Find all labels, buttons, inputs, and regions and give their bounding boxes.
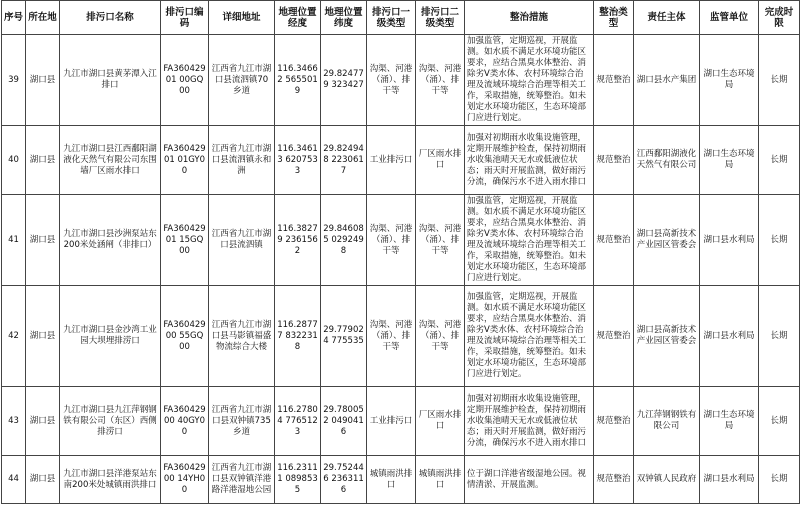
cell-measures: 加强监管，定期巡视，开展监测。如水质不满足水环境功能区要求，应结合黑臭水体整治、消除劣V类水体、农村环境综合治理及流域环境综合治理等相关工作，采取措施，统筹整治。如未划定水环境功能区，生态环境部门应进行划定。	[465, 195, 594, 286]
cell-seq: 43	[2, 387, 26, 456]
cell-supervisor: 湖口县水利局	[700, 456, 759, 504]
header-cell: 所在地	[26, 1, 60, 35]
cell-address: 江西省九江市湖口县双钟镇735乡道	[209, 387, 275, 456]
cell-responsible: 湖口县高新技术产业园区管委会	[634, 286, 700, 387]
cell-responsible: 江西鄱阳湖液化天然气有限公司	[634, 126, 700, 195]
cell-longitude: 116.28777 8322318	[275, 286, 321, 387]
header-cell: 监管单位	[700, 1, 759, 35]
cell-rectify-type: 规范整治	[594, 456, 634, 504]
cell-latitude: 29.824948 2230617	[321, 126, 367, 195]
cell-longitude: 116.27804 7765123	[275, 387, 321, 456]
cell-deadline: 长期	[759, 387, 800, 456]
cell-type-2: 厂区雨水排口	[416, 126, 465, 195]
cell-outfall-code: FA36042901 00GQ00	[161, 35, 209, 126]
table-row	[2, 456, 800, 504]
table-header-row	[2, 1, 800, 35]
header-cell: 整治措施	[465, 1, 594, 35]
cell-measures: 位于湖口洋港省级湿地公园。视情清淤、开展监测。	[465, 456, 594, 504]
cell-seq: 40	[2, 126, 26, 195]
cell-supervisor: 湖口县水利局	[700, 286, 759, 387]
cell-measures: 加强监管，定期巡视，开展监测。如水质不满足水环境功能区要求，应结合黑臭水体整治、消除劣V类水体、农村环境综合治理及流域环境综合治理等相关工作，采取措施，统筹整治。如未划定水环境功能区，生态环境部门应进行划定。	[465, 286, 594, 387]
cell-latitude: 29.752446 2363116	[321, 456, 367, 504]
cell-rectify-type: 规范整治	[594, 286, 634, 387]
header-cell: 排污口一级类型	[367, 1, 416, 35]
cell-supervisor: 湖口生态环境局	[700, 126, 759, 195]
cell-rectify-type: 规范整治	[594, 387, 634, 456]
header-cell: 整治类型	[594, 1, 634, 35]
header-cell: 详细地址	[209, 1, 275, 35]
cell-outfall-code: FA36042901 01GY00	[161, 126, 209, 195]
header-cell: 完成时限	[759, 1, 800, 35]
cell-outfall-code: FA36042901 15GQ00	[161, 195, 209, 286]
cell-latitude: 29.779024 775535	[321, 286, 367, 387]
cell-outfall-name: 九江市湖口县江西鄱阳湖液化天然气有限公司东围墙厂区雨水排口	[60, 126, 161, 195]
table-row	[2, 195, 800, 286]
cell-outfall-code: FA36042900 40GY00	[161, 387, 209, 456]
cell-seq: 39	[2, 35, 26, 126]
cell-deadline: 长期	[759, 126, 800, 195]
cell-type-2: 沟渠、河港（涌）、排干等	[416, 286, 465, 387]
table-row	[2, 387, 800, 456]
cell-outfall-name: 九江市湖口县沙洲泵站东200米处涵闸（非排口）	[60, 195, 161, 286]
cell-supervisor: 湖口生态环境局	[700, 35, 759, 126]
cell-longitude: 116.38279 2361562	[275, 195, 321, 286]
cell-responsible: 双钟镇人民政府	[634, 456, 700, 504]
cell-responsible: 九江萍钢钢铁有限公司	[634, 387, 700, 456]
cell-outfall-name: 九江市湖口县九江萍钢钢铁有限公司（东区）西侧排涝口	[60, 387, 161, 456]
header-cell: 地理位置纬度	[321, 1, 367, 35]
cell-seq: 42	[2, 286, 26, 387]
cell-seq: 41	[2, 195, 26, 286]
header-cell: 排污口编码	[161, 1, 209, 35]
cell-measures: 加强对初期雨水收集设施管理，定期开展维护检查，保持初期雨水收集池晴天无水或低液位状态；雨天时开展监测，做好雨污分流，确保污水不进入雨水排口	[465, 126, 594, 195]
cell-type-1: 沟渠、河港（涌）、排干等	[367, 195, 416, 286]
cell-location: 湖口县	[26, 456, 60, 504]
cell-outfall-name: 九江市湖口县金沙湾工业园大坝埋排涝口	[60, 286, 161, 387]
cell-type-1: 工业排污口	[367, 126, 416, 195]
outfall-table	[1, 0, 800, 504]
cell-deadline: 长期	[759, 456, 800, 504]
cell-address: 江西省九江市湖口县双钟镇洋港路洋港湿地公园	[209, 456, 275, 504]
cell-outfall-name: 九江市湖口县黄茅潭入江排口	[60, 35, 161, 126]
header-cell: 排污口名称	[60, 1, 161, 35]
cell-address: 江西省九江市湖口县流泗镇永和洲	[209, 126, 275, 195]
cell-address: 江西省九江市湖口县流泗镇70乡道	[209, 35, 275, 126]
cell-location: 湖口县	[26, 126, 60, 195]
header-cell: 地理位置经度	[275, 1, 321, 35]
header-cell: 排污口二级类型	[416, 1, 465, 35]
cell-responsible: 湖口县高新技术产业园区管委会	[634, 195, 700, 286]
cell-rectify-type: 规范整治	[594, 126, 634, 195]
cell-type-1: 沟渠、河港（涌）、排干等	[367, 286, 416, 387]
cell-rectify-type: 规范整治	[594, 195, 634, 286]
cell-supervisor: 湖口生态环境局	[700, 387, 759, 456]
cell-location: 湖口县	[26, 195, 60, 286]
table-row	[2, 286, 800, 387]
cell-location: 湖口县	[26, 35, 60, 126]
cell-longitude: 116.23111 0898535	[275, 456, 321, 504]
cell-outfall-code: FA36042900 14YH00	[161, 456, 209, 504]
cell-seq: 44	[2, 456, 26, 504]
cell-supervisor: 湖口县水利局	[700, 195, 759, 286]
cell-deadline: 长期	[759, 195, 800, 286]
cell-deadline: 长期	[759, 35, 800, 126]
cell-latitude: 29.780052 0490416	[321, 387, 367, 456]
cell-outfall-code: FA36042900 55GQ00	[161, 286, 209, 387]
cell-address: 江西省九江市湖口县马影镇福盛物流综合大楼	[209, 286, 275, 387]
cell-deadline: 长期	[759, 286, 800, 387]
cell-type-2: 沟渠、河港（涌）、排干等	[416, 35, 465, 126]
table-row	[2, 35, 800, 126]
cell-measures: 加强监管，定期巡视，开展监测。如水质不满足水环境功能区要求，应结合黑臭水体整治、消除劣V类水体、农村环境综合治理及流域环境综合治理等相关工作，采取措施，统筹整治。如未划定水环境功能区，生态环境部门应进行划定。	[465, 35, 594, 126]
cell-outfall-name: 九江市湖口县洋港泵站东南200米处城镇雨洪排口	[60, 456, 161, 504]
cell-type-2: 厂区雨水排口	[416, 387, 465, 456]
cell-location: 湖口县	[26, 286, 60, 387]
cell-longitude: 116.34613 6207533	[275, 126, 321, 195]
cell-type-1: 城镇雨洪排口	[367, 456, 416, 504]
header-cell: 责任主体	[634, 1, 700, 35]
cell-latitude: 29.824779 323427	[321, 35, 367, 126]
cell-responsible: 湖口县水产集团	[634, 35, 700, 126]
header-cell: 序号	[2, 1, 26, 35]
cell-type-1: 工业排污口	[367, 387, 416, 456]
cell-location: 湖口县	[26, 387, 60, 456]
cell-rectify-type: 规范整治	[594, 35, 634, 126]
table-row	[2, 126, 800, 195]
cell-type-2: 沟渠、河港（涌）、排干等	[416, 195, 465, 286]
cell-address: 江西省九江市湖口县流泗镇	[209, 195, 275, 286]
cell-longitude: 116.34662 5655019	[275, 35, 321, 126]
cell-type-1: 沟渠、河港（涌）、排干等	[367, 35, 416, 126]
cell-type-2: 城镇雨洪排口	[416, 456, 465, 504]
cell-measures: 加强对初期雨水收集设施管理，定期开展维护检查，保持初期雨水收集池晴天无水或低液位状态；雨天时开展监测，做好雨污分流，确保污水不进入雨水排口	[465, 387, 594, 456]
cell-latitude: 29.846085 0292498	[321, 195, 367, 286]
